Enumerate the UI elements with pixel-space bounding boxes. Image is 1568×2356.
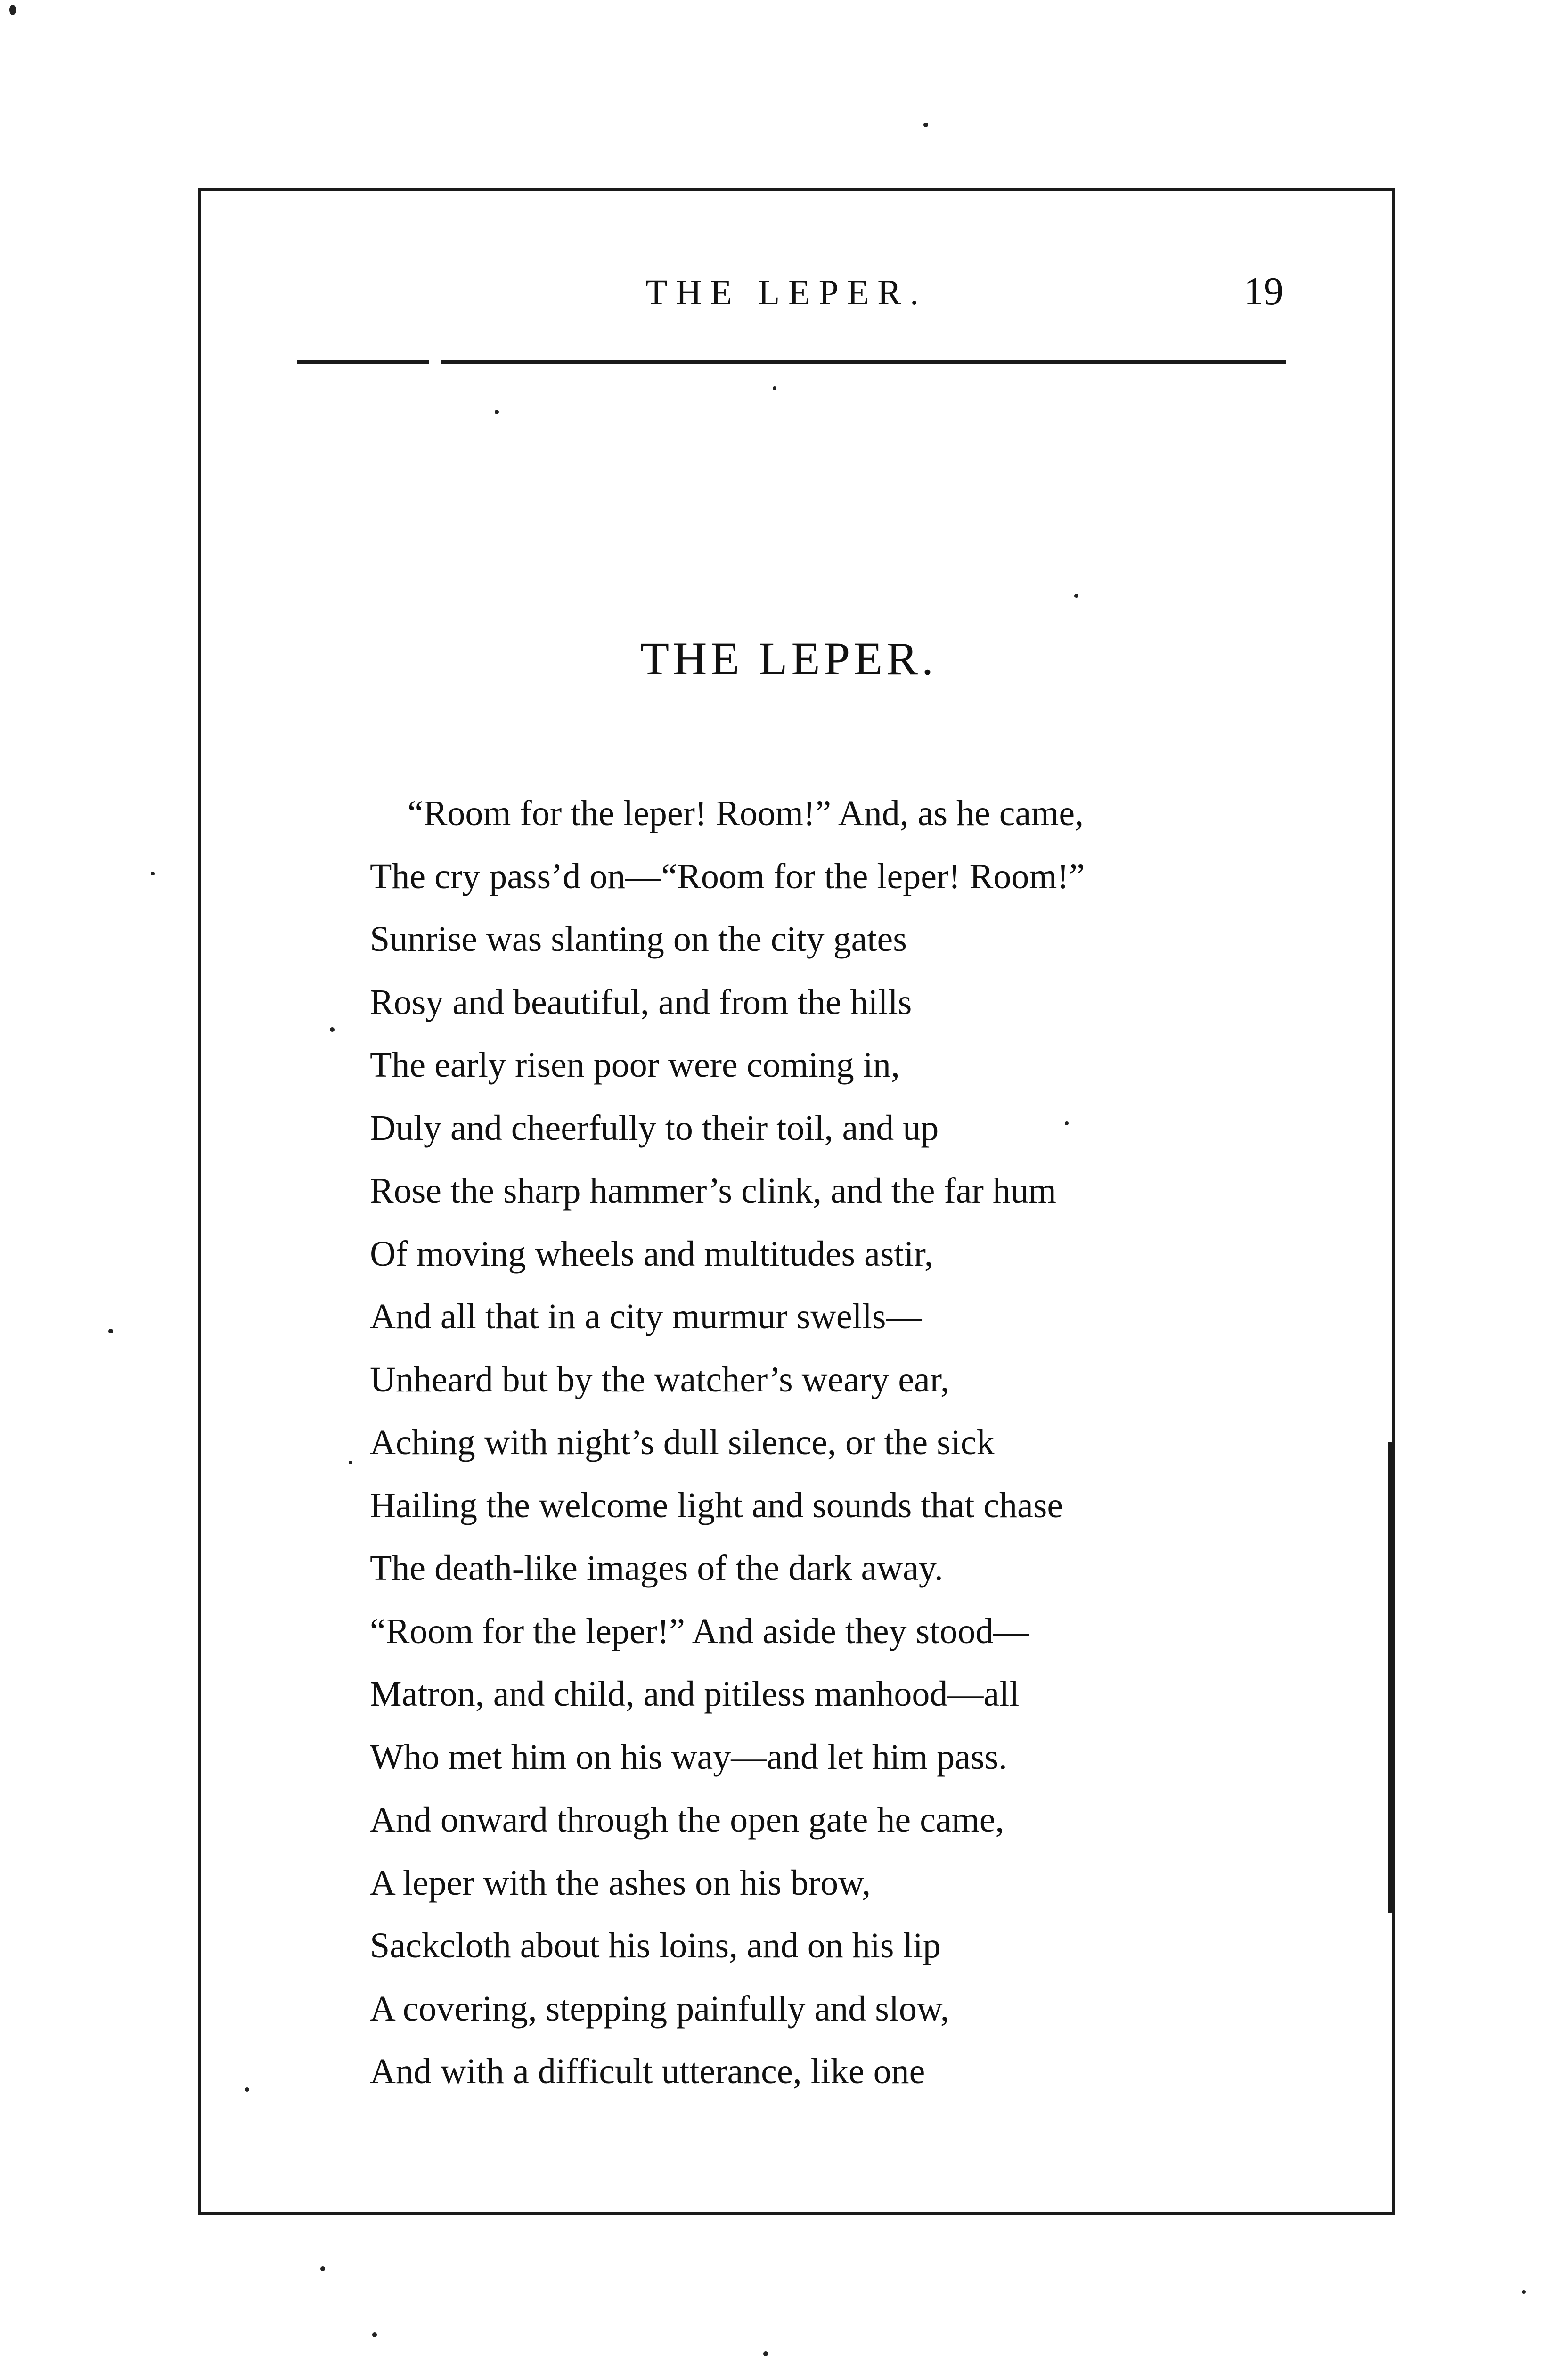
speck <box>763 2351 768 2356</box>
poem-line: Rose the sharp hammer’s clink, and the far hum <box>370 1171 1056 1211</box>
poem-title: THE LEPER. <box>640 632 937 685</box>
poem-line: “Room for the leper!” And aside they stood— <box>370 1611 1029 1651</box>
header-rule-left <box>297 360 429 364</box>
speck <box>151 872 155 875</box>
speck <box>1522 2290 1526 2294</box>
speck <box>372 2332 377 2337</box>
poem-line: Rosy and beautiful, and from the hills <box>370 982 912 1022</box>
page-number: 19 <box>1244 270 1283 313</box>
speck <box>495 410 499 414</box>
speck <box>108 1329 113 1333</box>
poem-line: Sunrise was slanting on the city gates <box>370 919 907 959</box>
poem-line: Duly and cheerfully to their toil, and up <box>370 1108 939 1148</box>
speck <box>245 2087 249 2092</box>
poem-line: The early risen poor were coming in, <box>370 1045 900 1085</box>
poem-line: And with a difficult utterance, like one <box>370 2052 925 2091</box>
speck <box>923 123 928 127</box>
speck <box>320 2266 325 2271</box>
poem-line: Sackcloth about his loins, and on his lip <box>370 1926 941 1965</box>
margin-bracket-mark <box>1388 1442 1392 1913</box>
poem-line: And all that in a city murmur swells— <box>370 1297 922 1336</box>
speck <box>9 5 16 15</box>
poem-line: A leper with the ashes on his brow, <box>370 1863 871 1903</box>
running-title: THE LEPER. <box>645 273 927 312</box>
poem-line: Unheard but by the watcher’s weary ear, <box>370 1359 950 1399</box>
poem-line: And onward through the open gate he came, <box>370 1800 1004 1840</box>
poem-line: Hailing the welcome light and sounds that chase <box>370 1485 1063 1525</box>
poem-line: Aching with night’s dull silence, or the sick <box>370 1423 995 1462</box>
poem-line: “Room for the leper! Room!” And, as he came, <box>408 794 1084 833</box>
poem-line: Who met him on his way—and let him pass. <box>370 1737 1008 1777</box>
speck <box>349 1461 352 1464</box>
speck <box>330 1027 335 1032</box>
poem-line: The death-like images of the dark away. <box>370 1548 943 1588</box>
poem-line: Matron, and child, and pitiless manhood—all <box>370 1674 1020 1714</box>
poem-line: Of moving wheels and multitudes astir, <box>370 1234 933 1274</box>
speck <box>1074 594 1078 598</box>
poem-line: The cry pass’d on—“Room for the leper! Room!” <box>370 856 1085 896</box>
speck <box>1065 1121 1069 1125</box>
speck <box>773 386 776 390</box>
poem-line: A covering, stepping painfully and slow, <box>370 1988 949 2029</box>
poem-body <box>370 782 1359 2103</box>
header-rule-right <box>441 360 1286 364</box>
